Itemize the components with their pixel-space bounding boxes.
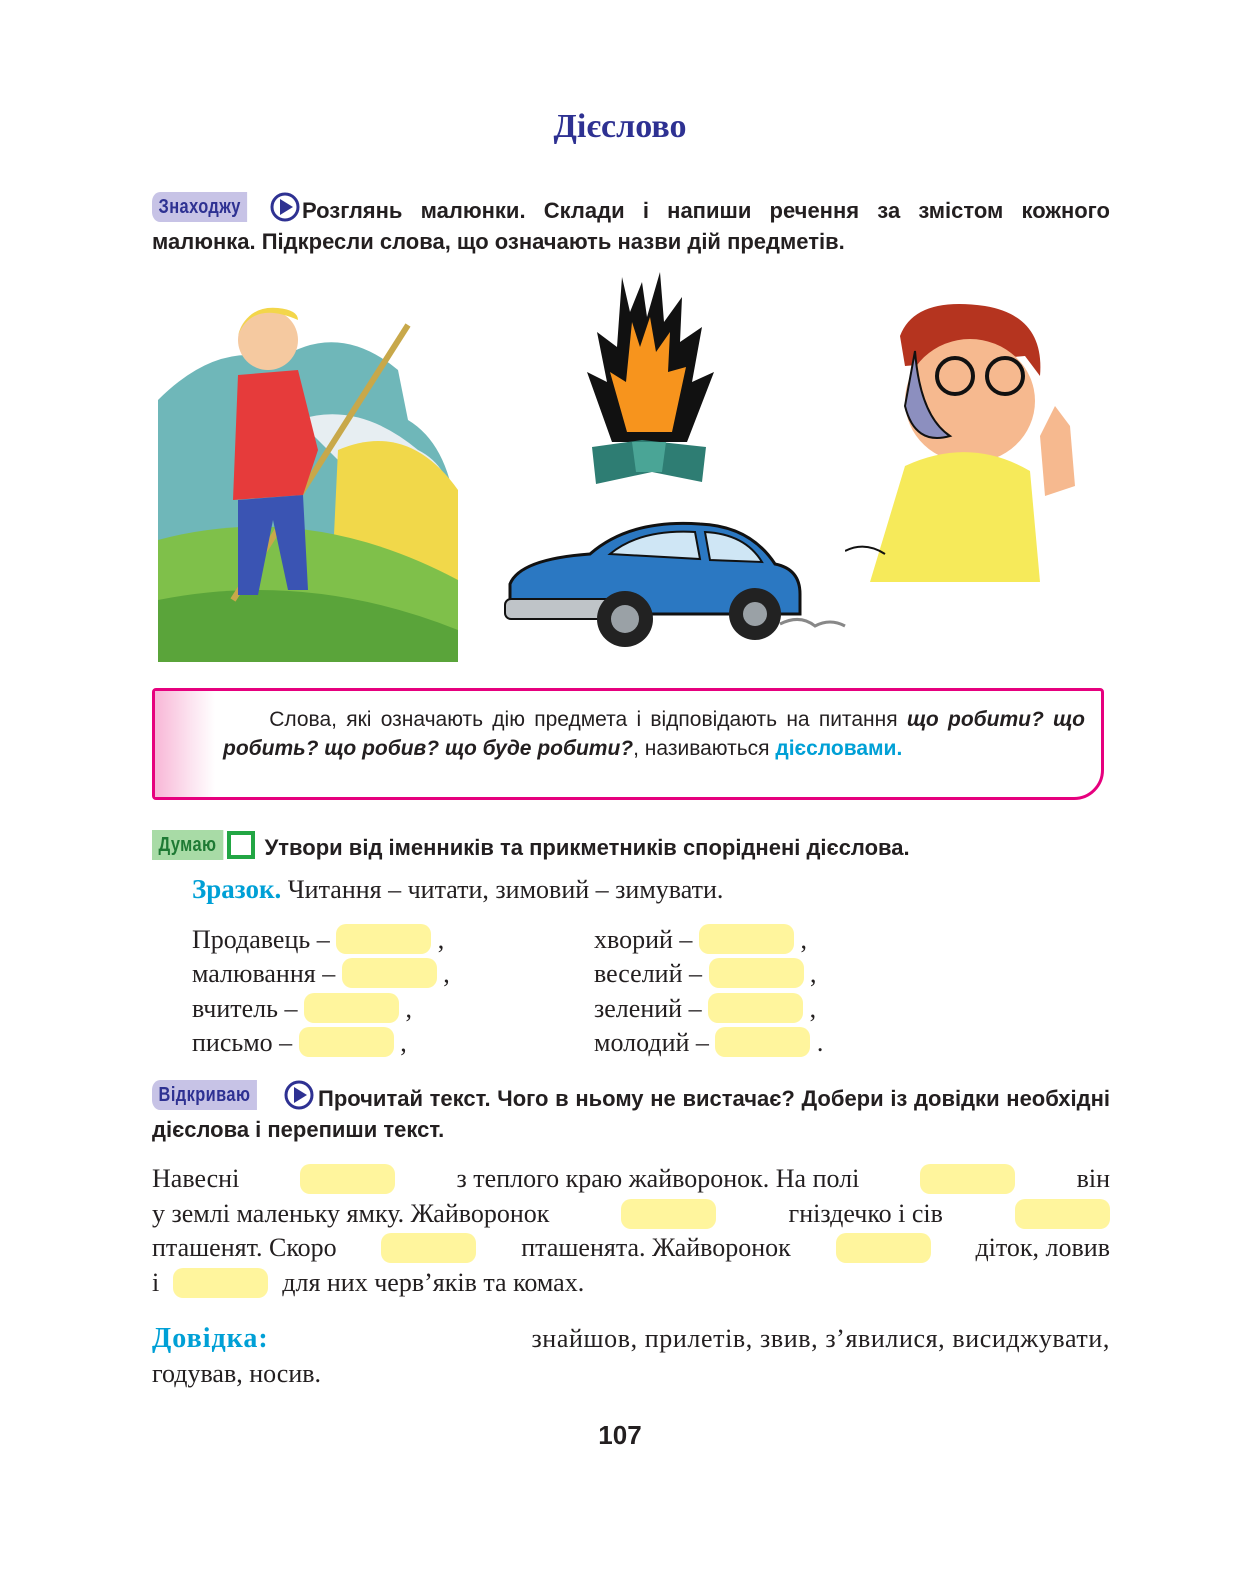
rule-text: Слова, які означають дію предмета і відповідають на питання що робити? що робить? що робив? що буде робити?, називаються дієсловами. (223, 708, 1085, 760)
page-number: 107 (598, 1420, 642, 1450)
answer-blank[interactable] (304, 993, 399, 1023)
task-1 (152, 192, 1110, 257)
answer-blank[interactable] (342, 958, 437, 988)
play-arrow-icon (270, 192, 300, 222)
answer-blank[interactable] (699, 924, 794, 954)
rule-box (152, 688, 1104, 800)
task-3 (152, 1080, 1110, 1145)
gap-line-2: у землі маленьку ямку. Жайворонок гніздечко і сів (152, 1197, 1110, 1232)
word-row-right-2: веселий – , (594, 959, 817, 988)
sample-line (192, 874, 723, 905)
answer-blank[interactable] (621, 1199, 716, 1229)
task-2-text: Думаю Утвори від іменників та прикметників споріднені дієслова. (152, 826, 1110, 863)
rule-term: дієсловами. (775, 737, 903, 760)
play-arrow-icon (284, 1080, 314, 1110)
answer-blank[interactable] (709, 958, 804, 988)
word-row-right-1: хворий – , (594, 925, 807, 954)
word-row-right-3: зелений – , (594, 994, 817, 1023)
task-3-text: Відкриваю Прочитай текст. Чого в ньому не вистачає? Добери із довідки необхідні дієслова і перепиши текст. (152, 1080, 1110, 1145)
word-row-right-4: молодий – . (594, 1028, 824, 1057)
rule-gradient (155, 691, 215, 797)
task-2 (152, 826, 1110, 863)
hint-label: Довідка: (152, 1323, 269, 1354)
campfire-illustration (582, 272, 716, 488)
car-illustration (500, 514, 850, 654)
gap-line-1: Навесні з теплого краю жайворонок. На полі він (152, 1164, 1110, 1193)
answer-blank[interactable] (836, 1233, 931, 1263)
answer-blank[interactable] (299, 1027, 394, 1057)
gap-line-4: і для них черв’яків та комах. (152, 1267, 585, 1297)
answer-blank[interactable] (715, 1027, 810, 1057)
word-row-left-4: письмо – , (192, 1028, 407, 1057)
sample-label: Зразок. (192, 874, 282, 904)
gap-text (152, 1162, 1110, 1300)
answer-blank[interactable] (708, 993, 803, 1023)
hint-line-2: годував, носив. (152, 1358, 322, 1388)
badge-vidkryvaiu: Відкриваю (152, 1080, 257, 1110)
answer-blank[interactable] (381, 1233, 476, 1263)
badge-dumaiu: Думаю (152, 830, 223, 860)
gap-line-3: пташенят. Скоро пташенята. Жайворонок діток, ловив (152, 1233, 1110, 1262)
answer-blank[interactable] (336, 924, 431, 954)
word-row-left-3: вчитель – , (192, 994, 413, 1023)
sample-text: Читання – читати, зимовий – зимувати. (287, 875, 724, 904)
answer-blank[interactable] (920, 1164, 1015, 1194)
page-title: Дієслово (553, 108, 687, 145)
badge-znakhodzhu: Знаходжу (152, 192, 247, 222)
word-row-left-1: Продавець – , (192, 925, 445, 954)
answer-blank[interactable] (1015, 1199, 1110, 1229)
task-1-text: Знаходжу Розглянь малюнки. Склади і напиши речення за змістом кожного малюнка. Підкресли слова, що означають назви дій предметів. (152, 192, 1110, 257)
boy-on-phone-illustration (845, 296, 1095, 582)
hint-block (152, 1322, 1110, 1391)
square-icon (227, 831, 255, 859)
boy-with-stick-illustration (158, 300, 458, 662)
answer-blank[interactable] (173, 1268, 268, 1298)
hint-line-1 (152, 1322, 1110, 1357)
hint-words: знайшов, прилетів, звив, з’явилися, висиджувати, (531, 1324, 1110, 1353)
answer-blank[interactable] (300, 1164, 395, 1194)
word-row-left-2: малювання – , (192, 959, 450, 988)
